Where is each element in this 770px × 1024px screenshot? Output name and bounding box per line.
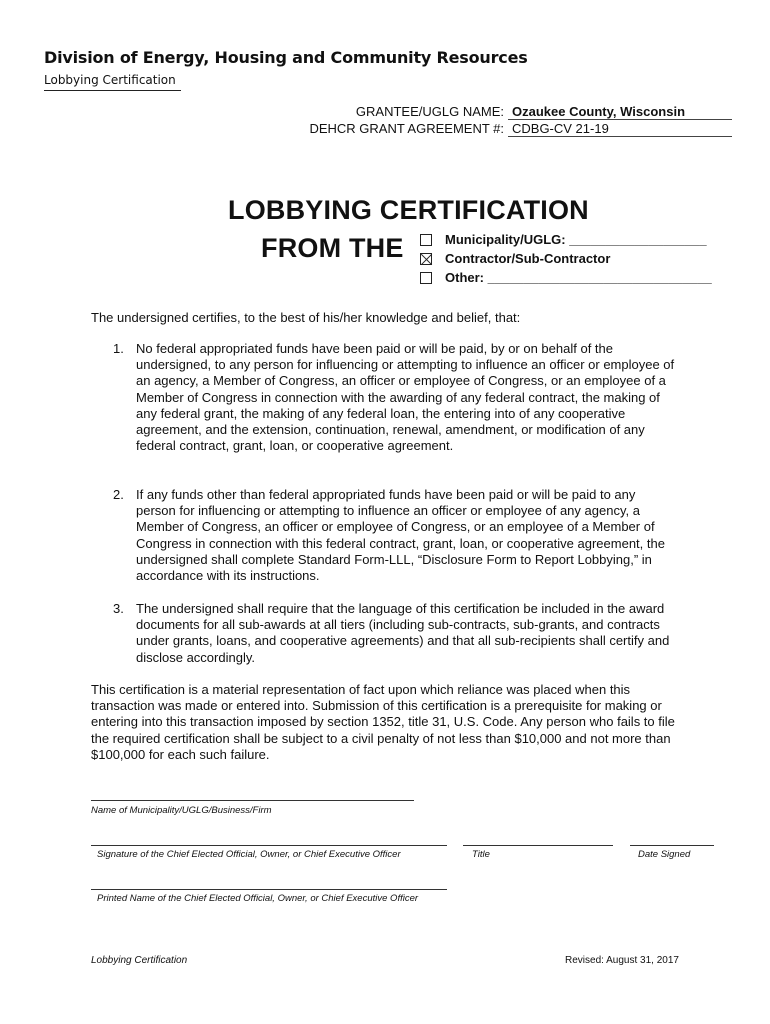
firm-name-caption: Name of Municipality/UGLG/Business/Firm <box>91 805 272 816</box>
checkbox-other[interactable] <box>420 272 432 284</box>
agreement-row <box>0 121 770 139</box>
title-line[interactable] <box>463 845 613 846</box>
date-caption: Date Signed <box>638 849 691 860</box>
document-subtitle: Lobbying Certification <box>44 73 181 91</box>
checkbox-municipality[interactable] <box>420 234 432 246</box>
grantee-value: Ozaukee County, Wisconsin <box>508 104 732 120</box>
item-text: If any funds other than federal appropriated funds have been paid or will be paid to any person for influencing or attempting to influence an officer or employee of any agency, a Member of Congress, an officer or employee of Congress, or an employee of a Member of Congress in connection with this federal contract, grant, loan, or cooperative agreement, the undersigned shall complete Standard Form-LLL, “Disclosure Form to Report Lobbying,” in accordance with its instructions. <box>136 487 665 584</box>
option-municipality[interactable] <box>420 231 750 249</box>
footer-left: Lobbying Certification <box>91 955 188 966</box>
page-title: LOBBYING CERTIFICATION <box>228 195 589 225</box>
item-number: 3. <box>113 601 124 616</box>
item-number: 2. <box>113 487 124 502</box>
firm-name-line[interactable] <box>91 800 414 801</box>
agreement-label: DEHCR GRANT AGREEMENT #: <box>309 121 504 136</box>
option-municipality-label: Municipality/UGLG: ___________________ <box>445 232 707 247</box>
option-other-label: Other: _______________________________ <box>445 270 712 285</box>
title-caption: Title <box>472 849 490 860</box>
intro-text: The undersigned certifies, to the best of his/her knowledge and belief, that: <box>91 310 521 325</box>
option-contractor-label: Contractor/Sub-Contractor <box>445 251 611 266</box>
option-other[interactable] <box>420 269 750 287</box>
signature-line[interactable] <box>91 845 447 846</box>
item-text: The undersigned shall require that the language of this certification be included in the award documents for all sub-awards at all tiers (including sub-contracts, sub-grants, and contracts under grants, loans, and cooperative agreements) and that all sub-recipients shall certify and disclose accordingly. <box>136 601 670 665</box>
certifier-type-options <box>420 231 750 291</box>
date-line[interactable] <box>630 845 714 846</box>
printed-name-caption: Printed Name of the Chief Elected Official, Owner, or Chief Executive Officer <box>97 893 419 904</box>
grantee-label: GRANTEE/UGLG NAME: <box>355 104 504 119</box>
signature-caption: Signature of the Chief Elected Official, Owner, or Chief Executive Officer <box>97 849 401 860</box>
footer-revised: Revised: August 31, 2017 <box>565 955 679 966</box>
item-text: No federal appropriated funds have been paid or will be paid, by or on behalf of the undersigned, to any person for influencing or attempting to influence an officer or employee of an agency, a Member of Congress, an officer or employee of Congress, or an employee of a Member of Congress in connection with the awarding of any federal contract, the making of any federal grant, the making of any federal loan, the entering into of any cooperative agreement, and the extension, continuation, renewal, amendment, or modification of any federal contract, grant, loan, or cooperative agreement. <box>136 341 675 454</box>
agreement-value: CDBG-CV 21-19 <box>508 121 732 137</box>
item-number: 1. <box>113 341 124 356</box>
printed-name-line[interactable] <box>91 889 447 890</box>
grantee-row <box>0 104 770 122</box>
checkbox-contractor[interactable] <box>420 253 432 265</box>
organization-title: Division of Energy, Housing and Community Resources <box>44 48 528 67</box>
option-contractor[interactable] <box>420 250 750 268</box>
page-title-from: FROM THE <box>261 233 404 263</box>
closing-paragraph: This certification is a material representation of fact upon which reliance was placed when this transaction was made or entered into. Submission of this certification is a prerequisite for making or entering into this transaction imposed by section 1352, title 31, U.S. Code. Any person who fails to file the required certification shall be subject to a civil penalty of not less than $10,000 and not more than $100,000 for each such failure. <box>91 682 675 762</box>
